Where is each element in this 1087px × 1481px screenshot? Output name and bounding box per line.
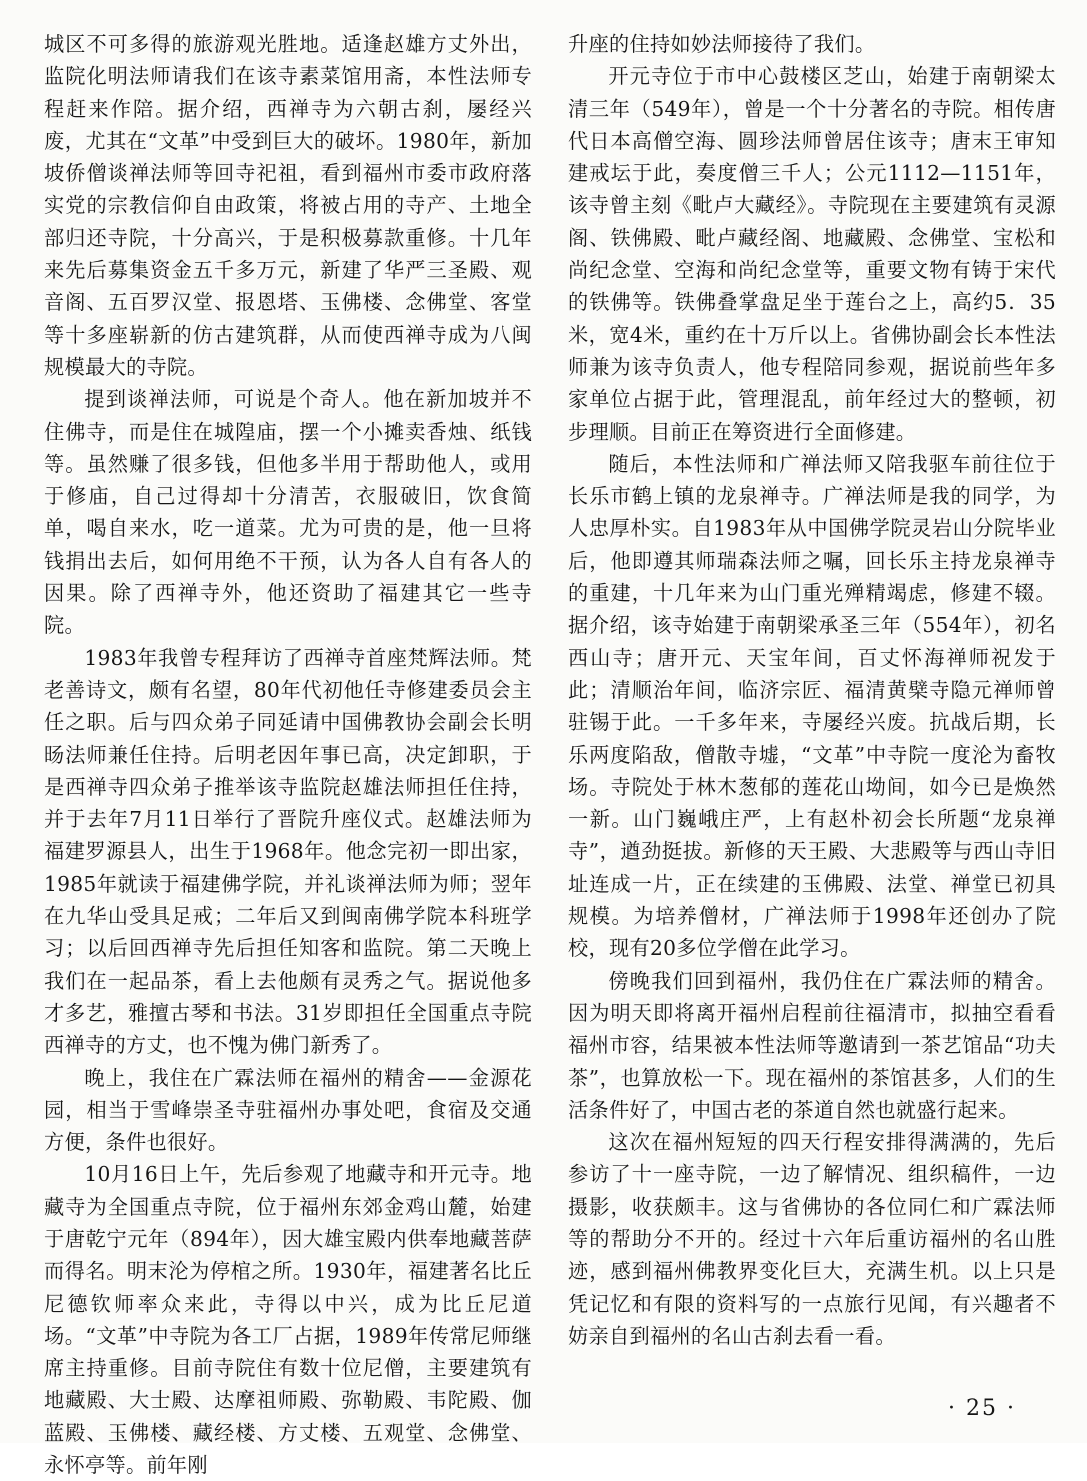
- page-number: · 25 ·: [948, 1396, 1016, 1421]
- paragraph: 升座的住持如妙法师接待了我们。: [568, 32, 876, 56]
- left-text-column: [44, 28, 532, 1481]
- paragraph: 随后，本性法师和广禅法师又陪我驱车前往位于长乐市鹤上镇的龙泉禅寺。广禅法师是我的同学，为人忠厚朴实。自1983年从中国佛学院灵岩山分院毕业后，他即遵其师瑞森法师之嘱，回长乐主持龙泉禅寺的重建，十几年来为山门重光殚精竭虑，修建不辍。据介绍，该寺始建于南朝梁承圣三年（554年），初名西山寺；唐开元、天宝年间，百丈怀海禅师祝发于此；清顺治年间，临济宗匠、福清黄檗寺隐元禅师曾驻锡于此。一千多年来，寺屡经兴废。抗战后期，长乐两度陷敌，僧散寺墟，“文革”中寺院一度沦为畜牧场。寺院处于林木葱郁的莲花山坳间，如今已是焕然一新。山门巍峨庄严，上有赵朴初会长所题“龙泉禅寺”，遒劲挺拔。新修的天王殿、大悲殿等与西山寺旧址连成一片，正在续建的玉佛殿、法堂、禅堂已初具规模。为培养僧材，广禅法师于1998年还创办了院校，现有20多位学僧在此学习。: [568, 451, 1056, 961]
- paragraph: 10月16日上午，先后参观了地藏寺和开元寺。地藏寺为全国重点寺院，位于福州东郊金鸡山麓，始建于唐乾宁元年（894年），因大雄宝殿内供奉地藏菩萨而得名。明末沦为停棺之所。1930年，福建著名比丘尼德钦师率众来此，寺得以中兴，成为比丘尼道场。“文革”中寺院为各工厂占据，1989年传常尼师继席主持重修。目前寺院住有数十位尼僧，主要建筑有地藏殿、大士殿、达摩祖师殿、弥勒殿、韦陀殿、伽蓝殿、玉佛楼、藏经楼、方丈楼、五观堂、念佛堂、永怀亭等。前年刚: [44, 1162, 532, 1478]
- paragraph: 提到谈禅法师，可说是个奇人。他在新加坡并不住佛寺，而是住在城隍庙，摆一个小摊卖香烛、纸钱等。虽然赚了很多钱，但他多半用于帮助他人，或用于修庙，自己过得却十分清苦，衣服破旧，饮食简单，喝自来水，吃一道菜。尤为可贵的是，他一旦将钱捐出去后，如何用绝不干预，认为各人自有各人的因果。除了西禅寺外，他还资助了福建其它一些寺院。: [44, 387, 532, 638]
- paragraph: 1983年我曾专程拜访了西禅寺首座梵辉法师。梵老善诗文，颇有名望，80年代初他任寺修建委员会主任之职。后与四众弟子同延请中国佛教协会副会长明旸法师兼任住持。后明老因年事已高，决定卸职，于是西禅寺四众弟子推举该寺监院赵雄法师担任住持，并于去年7月11日举行了晋院升座仪式。赵雄法师为福建罗源县人，出生于1968年。他念完初一即出家，1985年就读于福建佛学院，并礼谈禅法师为师；翌年在九华山受具足戒；二年后又到闽南佛学院本科班学习；以后回西禅寺先后担任知客和监院。第二天晚上我们在一起品茶，看上去他颇有灵秀之气。据说他多才多艺，雅擅古琴和书法。31岁即担任全国重点寺院西禅寺的方丈，也不愧为佛门新秀了。: [44, 645, 532, 1058]
- paragraph: 傍晚我们回到福州，我仍住在广霖法师的精舍。因为明天即将离开福州启程前往福清市，拟抽空看看福州市容，结果被本性法师等邀请到一茶艺馆品“功夫茶”，也算放松一下。现在福州的茶馆甚多，人们的生活条件好了，中国古老的茶道自然也就盛行起来。: [568, 968, 1056, 1122]
- paragraph: 晚上，我住在广霖法师在福州的精舍——金源花园，相当于雪峰崇圣寺驻福州办事处吧，食宿及交通方便，条件也很好。: [44, 1065, 532, 1155]
- right-text-column: [568, 28, 1056, 1352]
- paragraph: 这次在福州短短的四天行程安排得满满的，先后参访了十一座寺院，一边了解情况、组织稿件，一边摄影，收获颇丰。这与省佛协的各位同仁和广霖法师等的帮助分不开的。经过十六年后重访福州的名山胜迹，感到福州佛教界变化巨大，充满生机。以上只是凭记忆和有限的资料写的一点旅行见闻，有兴趣者不妨亲自到福州的名山古刹去看一看。: [568, 1130, 1056, 1348]
- paragraph: 城区不可多得的旅游观光胜地。适逢赵雄方丈外出，监院化明法师请我们在该寺素菜馆用斋，本性法师专程赶来作陪。据介绍，西禅寺为六朝古刹，屡经兴废，尤其在“文革”中受到巨大的破坏。1980年，新加坡侨僧谈禅法师等回寺祀祖，看到福州市委市政府落实党的宗教信仰自由政策，将被占用的寺产、土地全部归还寺院，十分高兴，于是积极募款重修。十几年来先后募集资金五千多万元，新建了华严三圣殿、观音阁、五百罗汉堂、报恩塔、玉佛楼、念佛堂、客堂等十多座崭新的仿古建筑群，从而使西禅寺成为八闽规模最大的寺院。: [44, 32, 532, 379]
- paragraph: 开元寺位于市中心鼓楼区芝山，始建于南朝梁太清三年（549年），曾是一个十分著名的寺院。相传唐代日本高僧空海、圆珍法师曾居住该寺；唐末王审知建戒坛于此，奏度僧三千人；公元1112—1151年，该寺曾主刻《毗卢大藏经》。寺院现在主要建筑有灵源阁、铁佛殿、毗卢藏经阁、地藏殿、念佛堂、宝松和尚纪念堂、空海和尚纪念堂等，重要文物有铸于宋代的铁佛等。铁佛叠掌盘足坐于莲台之上，高约5．35米，宽4米，重约在十万斤以上。省佛协副会长本性法师兼为该寺负责人，他专程陪同参观，据说前些年多家单位占据于此，管理混乱，前年经过大的整顿，初步理顺。目前正在筹资进行全面修建。: [568, 64, 1056, 444]
